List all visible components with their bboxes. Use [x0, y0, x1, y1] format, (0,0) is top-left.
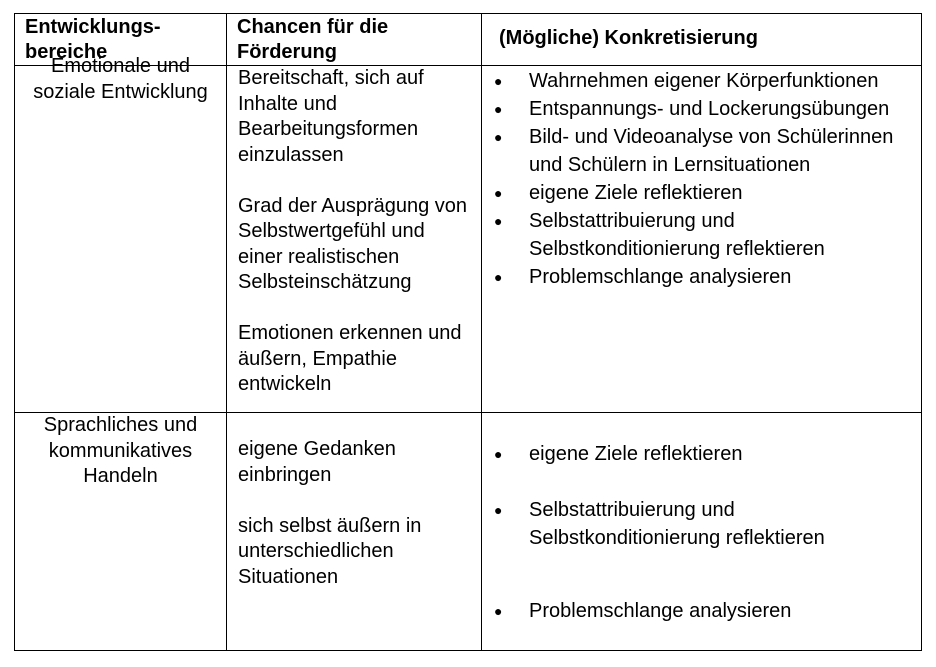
konkretisierung-list — [482, 66, 921, 291]
development-table — [14, 13, 922, 651]
list-item: ● eigene Ziele reflektieren — [482, 440, 913, 468]
list-item: ● Selbstattribuierung und Selbstkonditionierung reflektieren — [482, 496, 913, 552]
bullet-icon: ● — [494, 73, 503, 89]
bullet-icon: ● — [494, 185, 503, 201]
konkretisierung-list — [482, 413, 921, 625]
chancen-item: Grad der Ausprägung von Selbstwertgefühl und einer realistischen Selbsteinschätzung — [238, 194, 468, 293]
chancen-item: Emotionen erkennen und äußern, Empathie entwickeln — [238, 322, 462, 395]
list-item: ● Selbstattribuierung und Selbstkonditionierung reflektieren — [482, 207, 913, 263]
header-chancen-label: Chancen für die Förderung — [237, 16, 389, 63]
chancen-cell — [227, 66, 482, 413]
chancen-item: Bereitschaft, sich auf Inhalte und Bearbeitungsformen einzulassen — [238, 67, 424, 166]
bullet-icon: ● — [494, 213, 503, 229]
chancen-item: eigene Gedanken einbringen — [238, 438, 396, 486]
bullet-icon: ● — [494, 269, 503, 285]
list-item: ● Entspannungs- und Lockerungsübungen — [482, 95, 913, 123]
area-cell — [15, 55, 227, 413]
bullet-icon: ● — [494, 603, 503, 619]
area-label: Sprachliches und kommunikatives Handeln — [43, 414, 198, 487]
list-item: ● Wahrnehmen eigener Körperfunktionen — [482, 67, 913, 95]
konkretisierung-cell — [482, 66, 922, 413]
list-item: ● eigene Ziele reflektieren — [482, 179, 913, 207]
bullet-icon: ● — [494, 101, 503, 117]
chancen-cell — [227, 413, 482, 651]
header-konkretisierung — [482, 14, 922, 66]
table-row — [15, 413, 922, 651]
header-entwicklungsbereiche-label: Entwicklungs- bereiche — [25, 16, 161, 63]
list-item: ● Problemschlange analysieren — [482, 597, 913, 625]
area-label: Emotionale und soziale Entwicklung — [33, 55, 208, 103]
list-item: ● Bild- und Videoanalyse von Schülerinnen und Schülern in Lernsituationen — [482, 123, 913, 179]
header-konkretisierung-label: (Mögliche) Konkretisierung — [499, 27, 758, 49]
area-cell — [15, 413, 227, 651]
header-chancen — [227, 14, 482, 66]
list-item: ● Problemschlange analysieren — [482, 263, 913, 291]
bullet-icon: ● — [494, 129, 503, 145]
chancen-item: sich selbst äußern in unterschiedlichen Situationen — [238, 514, 422, 588]
table-row — [15, 66, 922, 413]
bullet-icon: ● — [494, 502, 503, 518]
bullet-icon: ● — [494, 446, 503, 462]
konkretisierung-cell — [482, 413, 922, 651]
